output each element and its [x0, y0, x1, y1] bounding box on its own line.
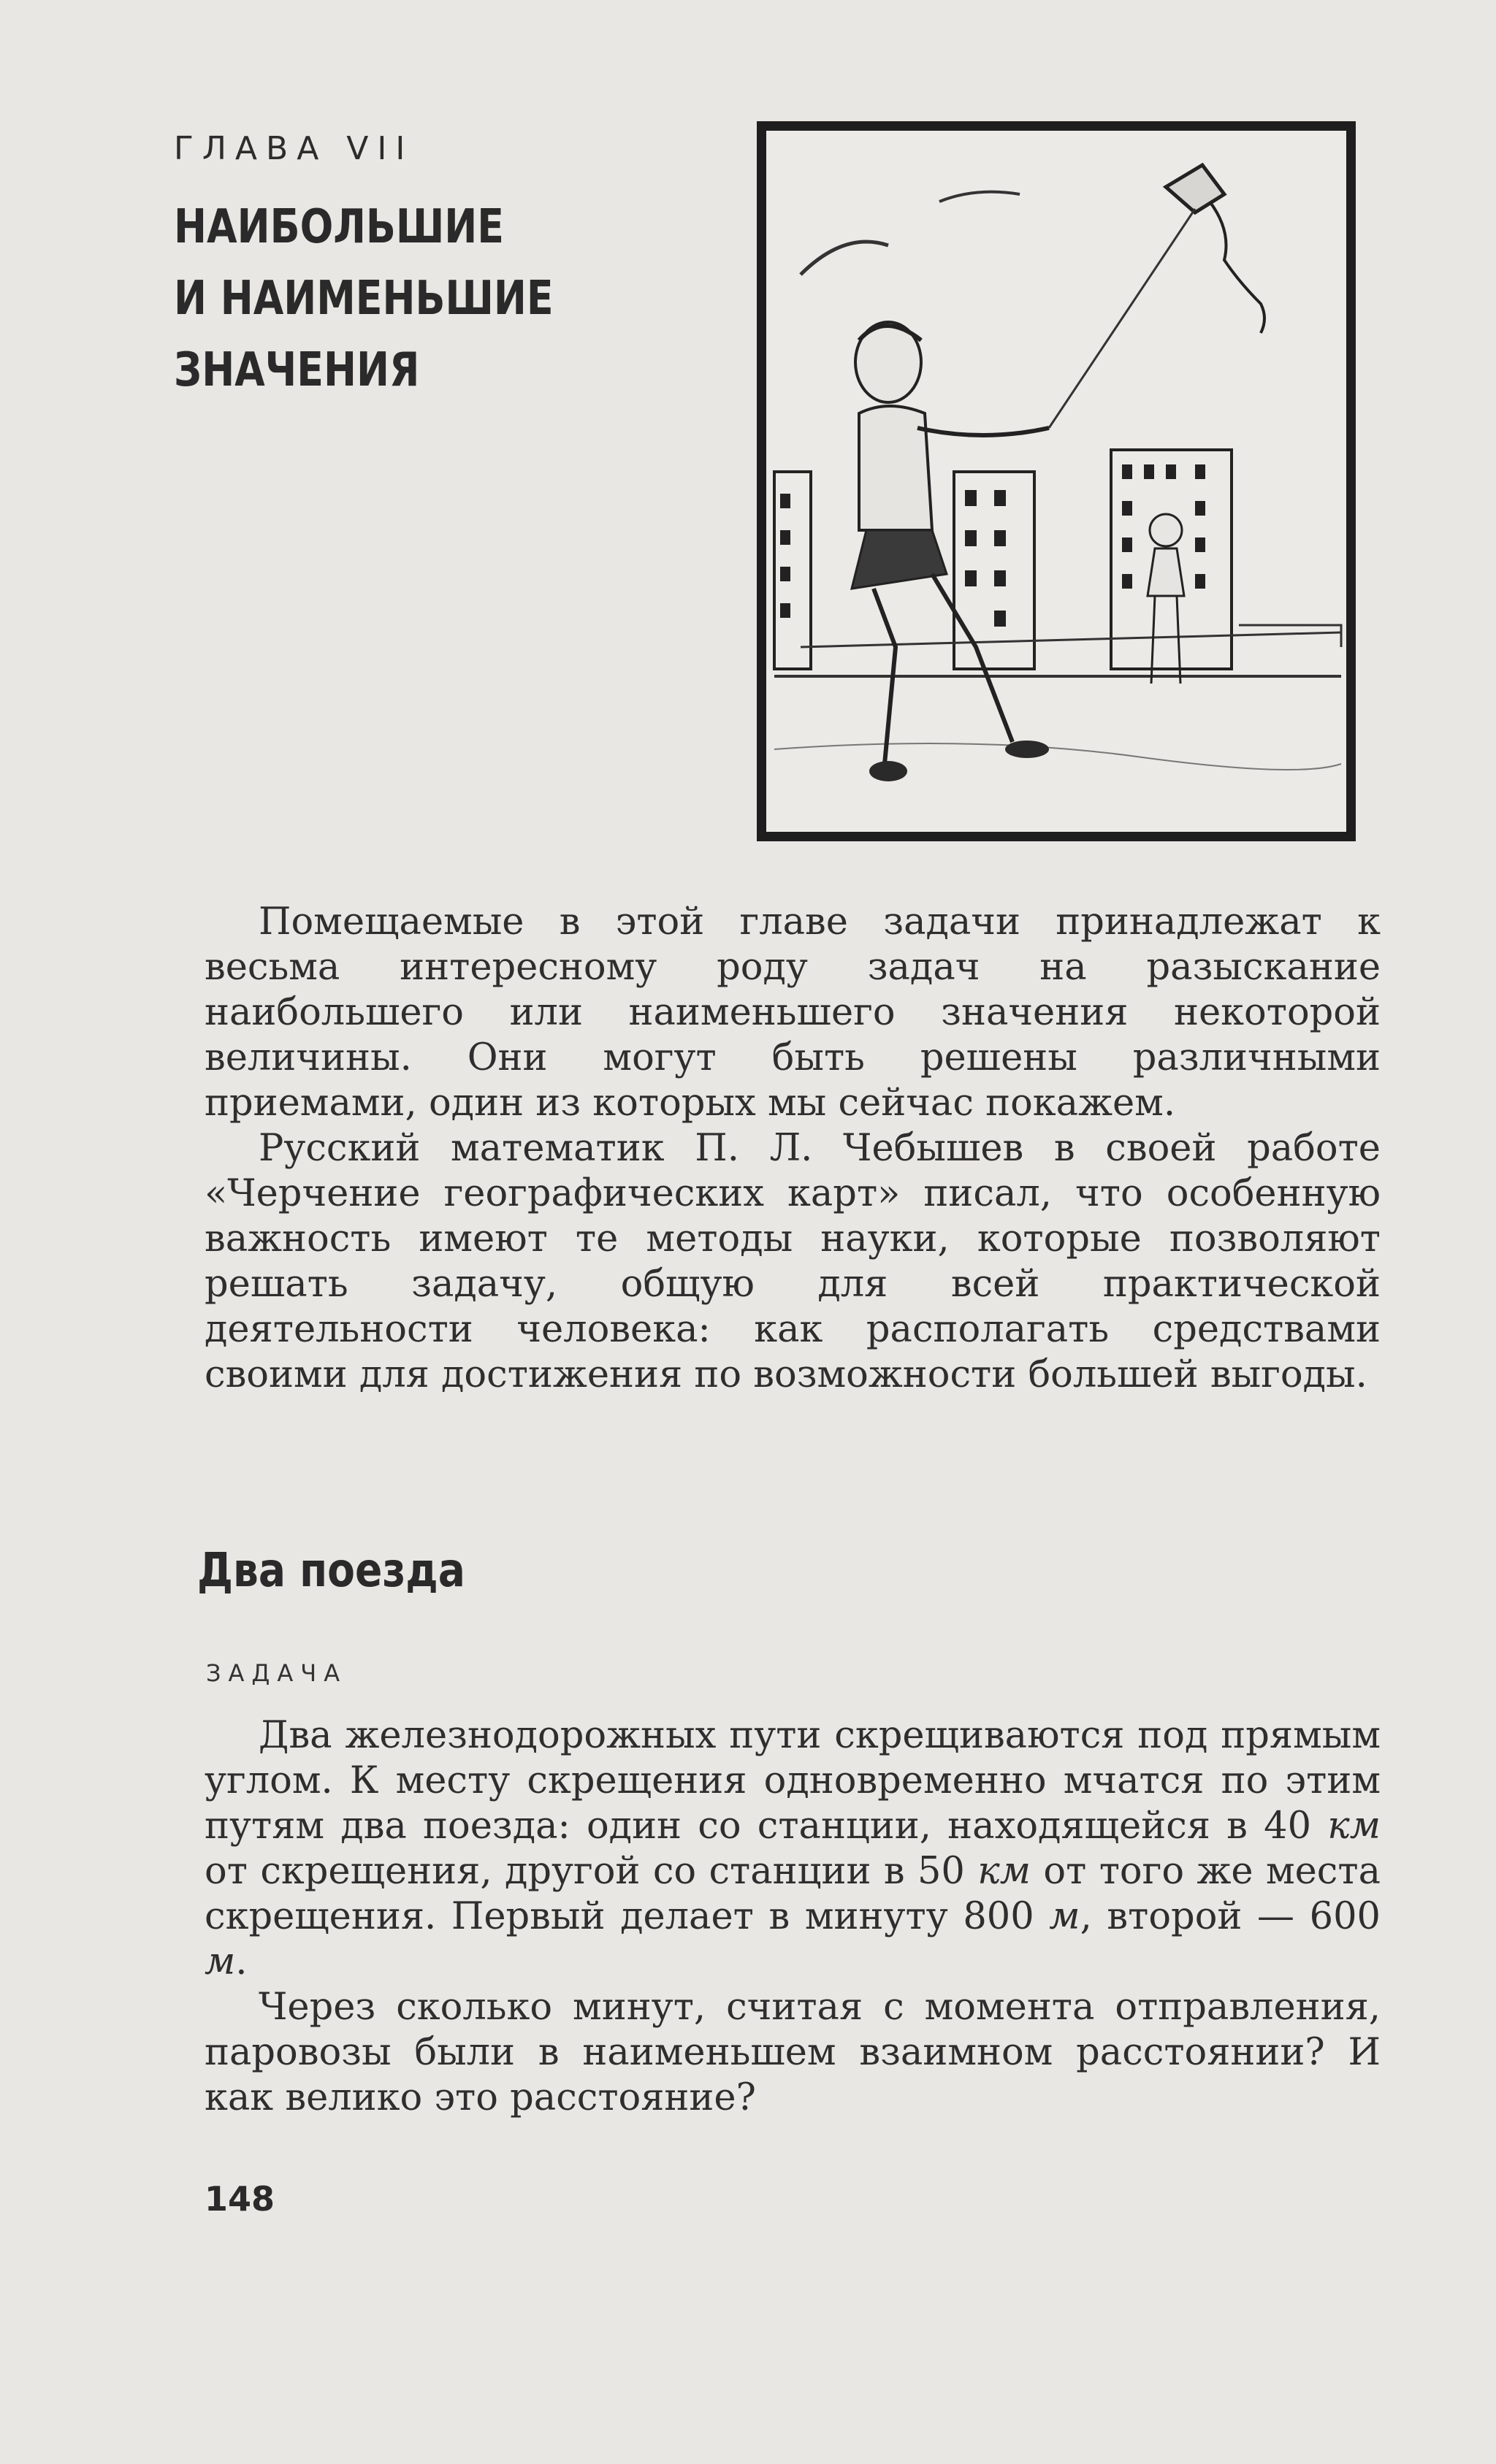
chapter-title-line: ЗНАЧЕНИЯ: [174, 343, 420, 397]
problem-text-part: Два железнодорожных пути скрещиваются под прямым углом. К месту скрещения одновременно мчатся по этим путям два поезда: один со станции, находящейся в 40: [205, 1714, 1381, 1848]
problem-text-part: от того же места скрещения. Первый делает в минуту 800: [205, 1850, 1381, 1938]
intro-paragraph: Русский математик П. Л. Чебышев в своей работе «Черчение географических карт» писал, что особенную важность имеют те методы науки, которые позволяют решать задачу, общую для всей практической деятельности человека: как располагать средствами своими для достижения по возможности большей выгоды.: [205, 1127, 1381, 1396]
chapter-title: [174, 191, 554, 406]
chapter-label: ГЛАВА VII: [174, 130, 414, 167]
chapter-illustration: [757, 121, 1356, 841]
problem-text-part: .: [235, 1940, 248, 1983]
chapter-title-line: И НАИМЕНЬШИЕ: [174, 272, 554, 326]
kite-boy-drawing: [757, 121, 1356, 841]
page-number: 148: [205, 2179, 275, 2219]
intro-text: [205, 900, 1381, 1398]
unit-label: м: [1049, 1895, 1080, 1938]
problem-paragraph: [205, 1713, 1381, 1985]
problem-text-part: , второй — 600: [1080, 1895, 1381, 1938]
problem-text-part: от скрещения, другой со станции в 50: [205, 1850, 978, 1893]
problem-text: [205, 1713, 1381, 2121]
task-label: ЗАДАЧА: [206, 1659, 348, 1687]
chapter-title-line: НАИБОЛЬШИЕ: [174, 200, 505, 254]
intro-paragraph: Помещаемые в этой главе задачи принадлежат к весьма интересному роду задач на разыскание наибольшего или наименьшего значения некоторой величины. Они могут быть решены различными приемами, один из которых мы сейчас покажем.: [205, 900, 1381, 1125]
unit-label: м: [205, 1940, 236, 1983]
unit-label: км: [1327, 1805, 1381, 1848]
section-title: Два поезда: [197, 1544, 465, 1598]
problem-question: Через сколько минут, считая с момента отправления, паровозы были в наименьшем взаимном расстоянии? И как велико это расстояние?: [205, 1986, 1381, 2119]
unit-label: км: [977, 1850, 1031, 1893]
